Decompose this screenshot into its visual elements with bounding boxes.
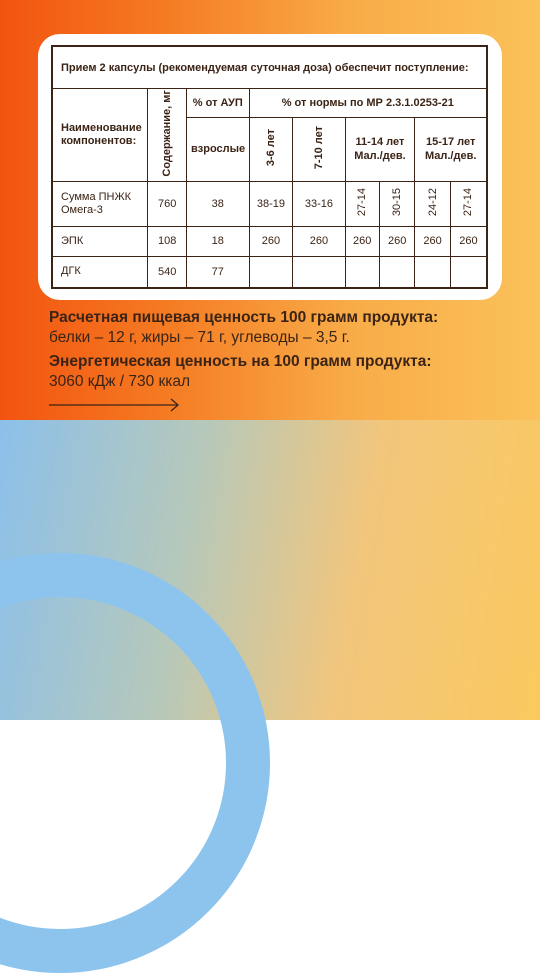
- row-m-11-14: 27-14: [356, 188, 369, 217]
- row-content: 108: [148, 226, 187, 256]
- row-f-15-17: 27-14: [462, 188, 475, 217]
- row-age-3-6: 260: [249, 226, 293, 256]
- row-m-15-17: 260: [415, 226, 450, 256]
- row-aup: 77: [187, 256, 250, 288]
- row-age-7-10: [293, 256, 345, 288]
- energy-heading: Энергетическая ценность на 100 грамм продукта:: [49, 353, 432, 370]
- row-m-15-17: 24-12: [426, 188, 439, 217]
- table-row: [52, 256, 487, 288]
- row-f-15-17: 260: [450, 226, 487, 256]
- row-m-15-17: [415, 256, 450, 288]
- row-age-3-6: 38-19: [249, 181, 293, 226]
- header-aup: % от АУП: [187, 89, 250, 118]
- row-age-3-6: [249, 256, 293, 288]
- nutrition-info: [49, 308, 509, 396]
- nutrition-card: [38, 34, 502, 300]
- header-age-7-10: 7-10 лет: [312, 126, 325, 170]
- row-age-7-10: 33-16: [293, 181, 345, 226]
- row-f-11-14: 30-15: [391, 188, 404, 217]
- row-f-15-17: [450, 256, 487, 288]
- row-f-11-14: 260: [379, 226, 414, 256]
- row-aup: 38: [187, 181, 250, 226]
- row-name: Сумма ПНЖК Омега-3: [52, 181, 148, 226]
- row-f-11-14: [379, 256, 414, 288]
- header-content: Содержание, мг: [161, 90, 174, 177]
- energy-value: 3060 кДж / 730 ккал: [49, 373, 191, 390]
- row-content: 540: [148, 256, 187, 288]
- row-content: 760: [148, 181, 187, 226]
- nutrition-heading: Расчетная пищевая ценность 100 грамм продукта:: [49, 309, 439, 326]
- row-m-11-14: [345, 256, 379, 288]
- nutrition-table: [51, 45, 488, 289]
- header-age-15-17: 15-17 лет Мал./дев.: [415, 117, 487, 181]
- header-norm: % от нормы по МР 2.3.1.0253-21: [249, 89, 487, 118]
- row-name: ЭПК: [52, 226, 148, 256]
- row-age-7-10: 260: [293, 226, 345, 256]
- header-age-11-14: 11-14 лет Мал./дев.: [345, 117, 415, 181]
- row-m-11-14: 260: [345, 226, 379, 256]
- table-row: [52, 181, 487, 226]
- header-name: Наименование компонентов:: [52, 89, 148, 182]
- row-aup: 18: [187, 226, 250, 256]
- arrow-right-icon: [49, 398, 181, 412]
- header-age-3-6: 3-6 лет: [264, 129, 277, 167]
- header-adults: взрослые: [187, 117, 250, 181]
- row-name: ДГК: [52, 256, 148, 288]
- table-caption: Прием 2 капсулы (рекомендуемая суточная доза) обеспечит поступление:: [52, 46, 487, 89]
- nutrition-value: белки – 12 г, жиры – 71 г, углеводы – 3,5 г.: [49, 329, 350, 346]
- table-row: [52, 226, 487, 256]
